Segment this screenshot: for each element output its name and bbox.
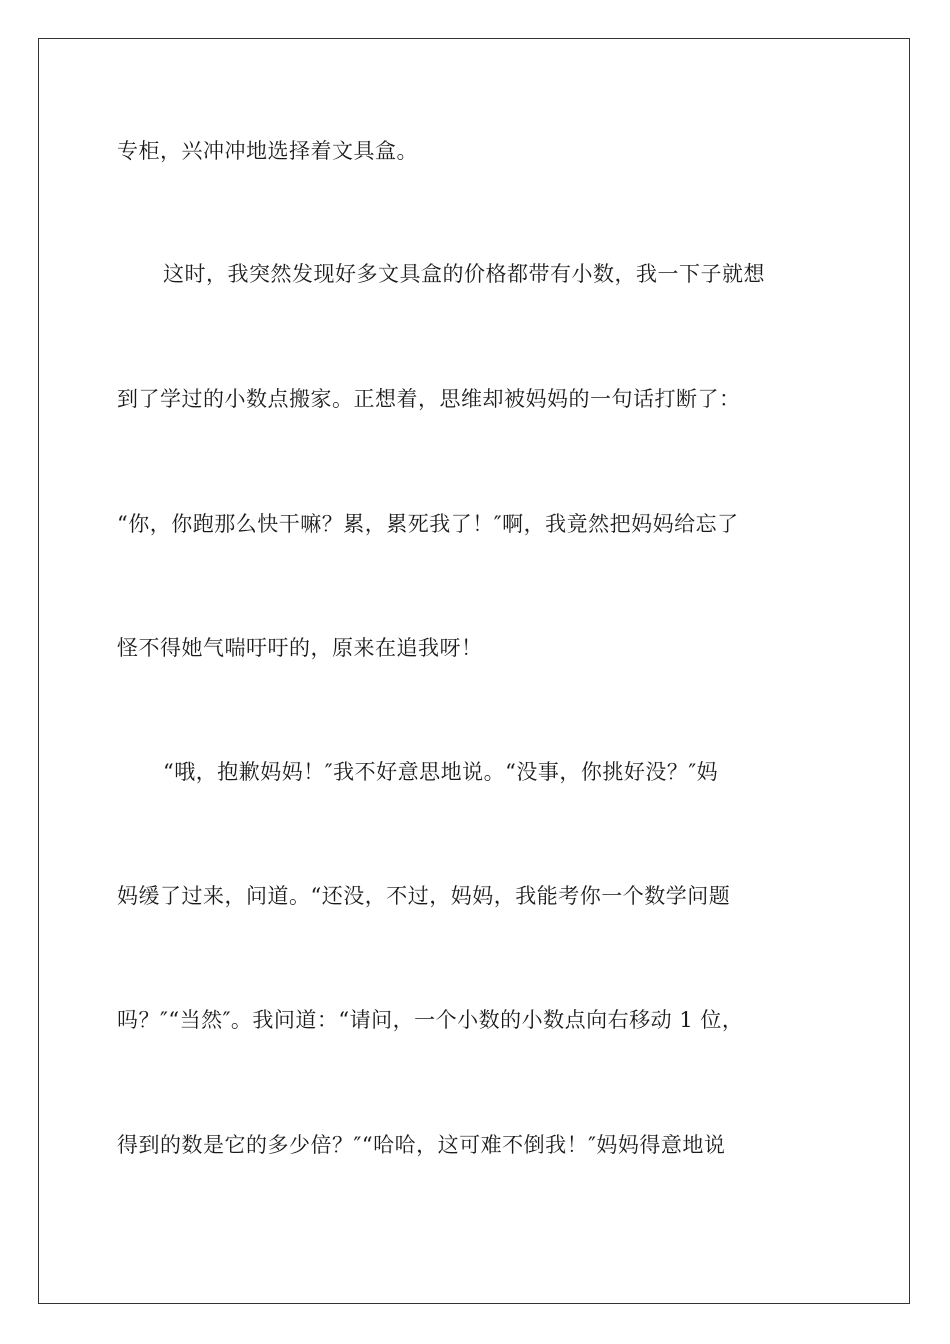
text-line: 怪不得她气喘吁吁的，原来在追我呀！ xyxy=(117,636,483,660)
text-line: “哦，抱歉妈妈！″我不好意思地说。“没事，你挑好没？″妈 xyxy=(163,760,719,784)
text-line: 得到的数是它的多少倍？″“哈哈，这可难不倒我！″妈妈得意地说 xyxy=(117,1133,726,1157)
page-border xyxy=(38,38,910,1304)
text-line: 到了学过的小数点搬家。正想着，思维却被妈妈的一句话打断了： xyxy=(117,387,741,411)
text-line: “你，你跑那么快干嘛？累，累死我了！″啊，我竟然把妈妈给忘了 xyxy=(117,512,739,536)
text-line: 妈缓了过来，问道。“还没，不过，妈妈，我能考你一个数学问题 xyxy=(117,884,731,908)
text-line: 这时，我突然发现好多文具盒的价格都带有小数，我一下子就想 xyxy=(163,262,765,286)
text-line: 吗？″“当然″。我问道：“请问，一个小数的小数点向右移动 1 位， xyxy=(117,1008,744,1032)
text-line: 专柜，兴冲冲地选择着文具盒。 xyxy=(117,139,418,163)
